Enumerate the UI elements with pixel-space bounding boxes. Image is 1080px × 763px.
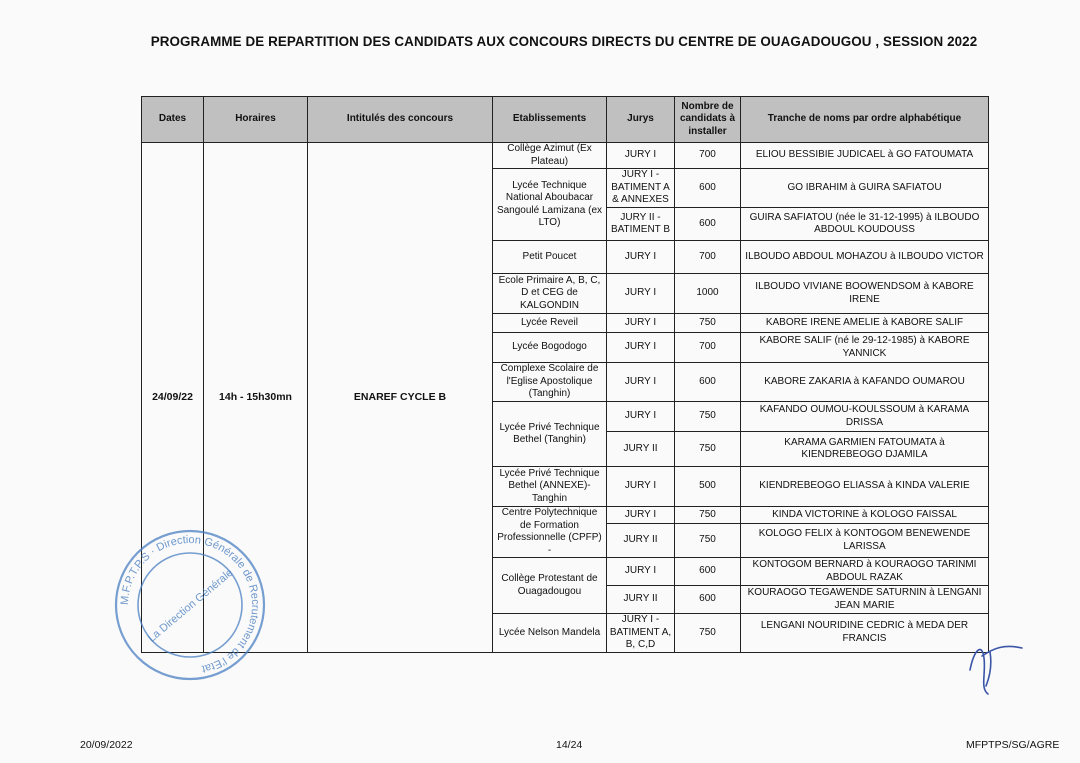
etablissement-cell: Collège Protestant de Ouagadougou	[493, 558, 607, 614]
footer-reference: MFPTPS/SG/AGRE	[966, 739, 1060, 751]
tranche-cell: GUIRA SAFIATOU (née le 31-12-1995) à ILBOUDO ABDOUL KOUDOUSS	[741, 208, 989, 241]
jury-cell: JURY I	[607, 558, 675, 586]
tranche-cell: KABORE IRENE AMELIE à KABORE SALIF	[741, 314, 989, 333]
header-etablissements: Etablissements	[493, 97, 607, 143]
concours-cell: ENAREF CYCLE B	[308, 143, 493, 653]
nombre-cell: 600	[675, 586, 741, 614]
header-jurys: Jurys	[607, 97, 675, 143]
nombre-cell: 750	[675, 507, 741, 524]
nombre-cell: 500	[675, 467, 741, 507]
table-row	[142, 143, 989, 169]
header-row	[142, 97, 989, 143]
jury-cell: JURY I	[607, 467, 675, 507]
jury-cell: JURY II	[607, 524, 675, 558]
jury-cell: JURY I	[607, 402, 675, 432]
tranche-cell: KARAMA GARMIEN FATOUMATA à KIENDREBEOGO DJAMILA	[741, 432, 989, 467]
nombre-cell: 600	[675, 363, 741, 402]
nombre-cell: 750	[675, 432, 741, 467]
jury-cell: JURY I	[607, 314, 675, 333]
jury-cell: JURY I	[607, 333, 675, 363]
header-tranche: Tranche de noms par ordre alphabétique	[741, 97, 989, 143]
tranche-cell: ILBOUDO VIVIANE BOOWENDSOM à KABORE IRENE	[741, 274, 989, 314]
nombre-cell: 750	[675, 614, 741, 653]
nombre-cell: 600	[675, 208, 741, 241]
etablissement-cell: Lycée Privé Technique Bethel (Tanghin)	[493, 402, 607, 467]
etablissement-cell: Collège Azimut (Ex Plateau)	[493, 143, 607, 169]
header-nombre: Nombre de candidats à installer	[675, 97, 741, 143]
nombre-cell: 700	[675, 333, 741, 363]
page-title: PROGRAMME DE REPARTITION DES CANDIDATS AUX CONCOURS DIRECTS DU CENTRE DE OUAGADOUGOU , SESSION 2022	[150, 34, 978, 49]
tranche-cell: KAFANDO OUMOU-KOULSSOUM à KARAMA DRISSA	[741, 402, 989, 432]
etablissement-cell: Complexe Scolaire de l'Eglise Apostolique (Tanghin)	[493, 363, 607, 402]
tranche-cell: KABORE ZAKARIA à KAFANDO OUMAROU	[741, 363, 989, 402]
etablissement-cell: Lycée Privé Technique Bethel (ANNEXE)- Tanghin	[493, 467, 607, 507]
jury-cell: JURY II - BATIMENT B	[607, 208, 675, 241]
jury-cell: JURY II	[607, 586, 675, 614]
tranche-cell: KINDA VICTORINE à KOLOGO FAISSAL	[741, 507, 989, 524]
footer-date: 20/09/2022	[80, 739, 133, 751]
jury-cell: JURY I - BATIMENT A & ANNEXES	[607, 169, 675, 208]
tranche-cell: GO IBRAHIM à GUIRA SAFIATOU	[741, 169, 989, 208]
jury-cell: JURY I	[607, 143, 675, 169]
tranche-cell: ILBOUDO ABDOUL MOHAZOU à ILBOUDO VICTOR	[741, 241, 989, 274]
nombre-cell: 1000	[675, 274, 741, 314]
jury-cell: JURY I	[607, 241, 675, 274]
official-stamp	[110, 525, 270, 685]
tranche-cell: KIENDREBEOGO ELIASSA à KINDA VALERIE	[741, 467, 989, 507]
nombre-cell: 750	[675, 402, 741, 432]
tranche-cell: KOURAOGO TEGAWENDE SATURNIN à LENGANI JEAN MARIE	[741, 586, 989, 614]
header-horaires: Horaires	[204, 97, 308, 143]
nombre-cell: 600	[675, 558, 741, 586]
jury-cell: JURY I	[607, 363, 675, 402]
date-cell: 24/09/22	[142, 143, 204, 653]
tranche-cell: KABORE SALIF (né le 29-12-1985) à KABORE YANNICK	[741, 333, 989, 363]
signature	[960, 630, 1030, 700]
etablissement-cell: Ecole Primaire A, B, C, D et CEG de KALGONDIN	[493, 274, 607, 314]
etablissement-cell: Lycée Bogodogo	[493, 333, 607, 363]
etablissement-cell: Petit Poucet	[493, 241, 607, 274]
etablissement-cell: Centre Polytechnique de Formation Professionnelle (CPFP) -	[493, 507, 607, 558]
jury-cell: JURY II	[607, 432, 675, 467]
footer-page-number: 14/24	[556, 739, 583, 751]
nombre-cell: 700	[675, 241, 741, 274]
nombre-cell: 750	[675, 314, 741, 333]
tranche-cell: KOLOGO FELIX à KONTOGOM BENEWENDE LARISSA	[741, 524, 989, 558]
jury-cell: JURY I	[607, 274, 675, 314]
etablissement-cell: Lycée Nelson Mandela	[493, 614, 607, 653]
tranche-cell: ELIOU BESSIBIE JUDICAEL à GO FATOUMATA	[741, 143, 989, 169]
jury-cell: JURY I	[607, 507, 675, 524]
etablissement-cell: Lycée Technique National Aboubacar Sangoulé Lamizana (ex LTO)	[493, 169, 607, 241]
nombre-cell: 600	[675, 169, 741, 208]
stamp-outer-text: M.F.P.T.P.S · Direction Générale de Recrutement de l'Etat	[118, 533, 262, 675]
horaire-cell: 14h - 15h30mn	[204, 143, 308, 653]
nombre-cell: 700	[675, 143, 741, 169]
etablissement-cell: Lycée Reveil	[493, 314, 607, 333]
header-dates: Dates	[142, 97, 204, 143]
jury-cell: JURY I - BATIMENT A, B, C,D	[607, 614, 675, 653]
tranche-cell: LENGANI NOURIDINE CEDRIC à MEDA DER FRANCIS	[741, 614, 989, 653]
nombre-cell: 750	[675, 524, 741, 558]
header-intitules: Intitulés des concours	[308, 97, 493, 143]
tranche-cell: KONTOGOM BERNARD à KOURAOGO TARINMI ABDOUL RAZAK	[741, 558, 989, 586]
stamp-inner-text: La Direction Générale	[145, 566, 236, 645]
